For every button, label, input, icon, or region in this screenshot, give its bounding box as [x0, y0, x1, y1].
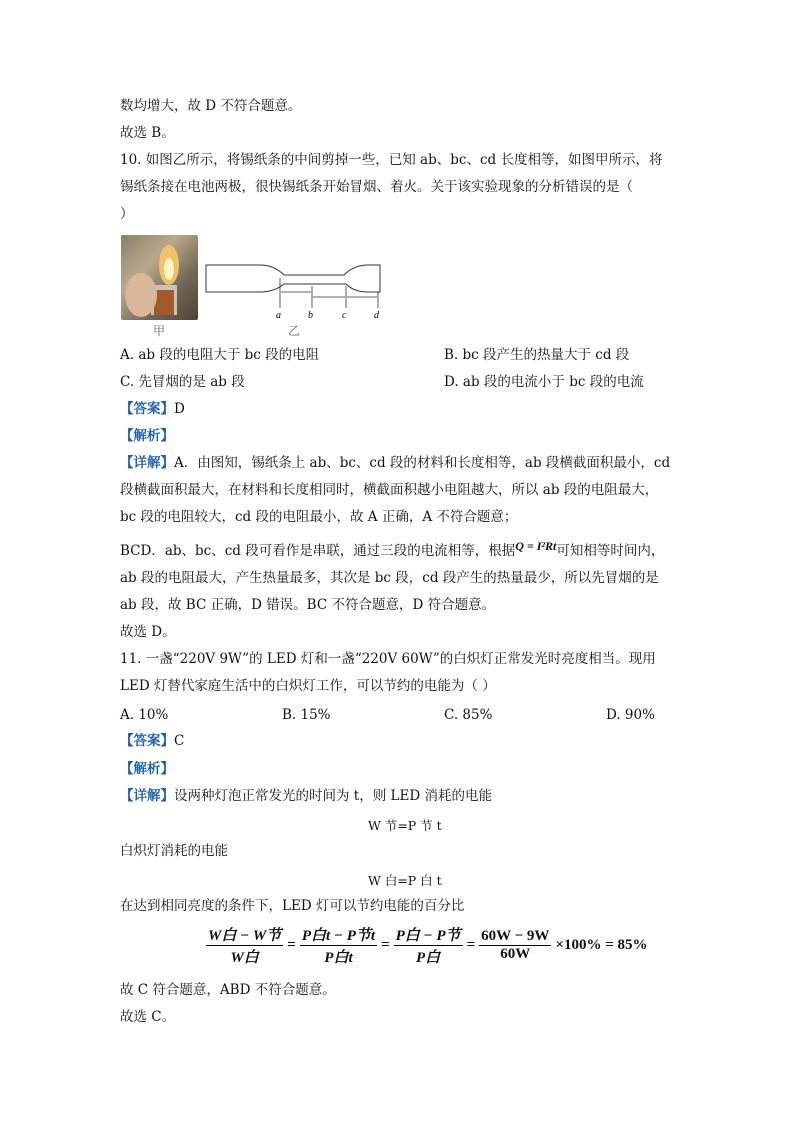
- detail-text: A．由图知，锡纸条上 ab、bc、cd 段的材料和长度相等，ab 段横截面积最小，cd: [174, 455, 671, 471]
- detail-line: 白炽灯消耗的电能: [120, 843, 228, 859]
- fraction-2: $\frac{\text{P白t − P节t}}{\text{P白t}}$: [300, 924, 377, 967]
- analysis-tag: 【解析】: [120, 761, 174, 777]
- text-line: 数均增大，故 D 不符合题意。: [120, 98, 302, 114]
- option-a: A. ab 段的电阻大于 bc 段的电阻: [120, 347, 320, 363]
- detail-tag: 【详解】: [120, 455, 174, 471]
- question-10-line: 锡纸条接在电池两极，很快锡纸条开始冒烟、着火。关于该实验现象的分析错误的是（: [120, 179, 633, 195]
- detail-text: 可知相等时间内，: [556, 543, 665, 559]
- analysis-tag: 【解析】: [120, 428, 174, 444]
- option-d: D. ab 段的电流小于 bc 段的电流: [444, 374, 644, 390]
- answer-value: C: [174, 733, 185, 749]
- detail-text: 设两种灯泡正常发光的时间为 t，则 LED 消耗的电能: [174, 788, 492, 804]
- text-line: 故选 D。: [120, 624, 176, 640]
- detail-line: 在达到相同亮度的条件下，LED 灯可以节约电能的百分比: [120, 898, 465, 914]
- fraction-3: $\frac{\text{P白 − P节}}{\text{P白}}$: [394, 924, 463, 967]
- photo-battery-tinfoil: [121, 235, 198, 320]
- text-line: 故选 C。: [120, 1009, 176, 1025]
- question-10-line: 10. 如图乙所示，将锡纸条的中间剪掉一些，已知 ab、bc、cd 长度相等，如图甲所示，将: [120, 152, 663, 168]
- equation-led: W 节=P 节 t: [368, 818, 442, 833]
- question-11-line: 11. 一盏“220V 9W”的 LED 灯和一盏“220V 60W”的白炽灯正常发光时亮度相当。现用: [120, 651, 656, 667]
- text-line: 故 C 符合题意，ABD 不符合题意。: [120, 982, 336, 998]
- question-11-line: LED 灯替代家庭生活中的白炽灯工作，可以节约的电能为（ ）: [120, 678, 496, 694]
- answer-10: [120, 399, 185, 419]
- equation-incandescent: W 白=P 白 t: [368, 873, 442, 888]
- point-label-b: b: [308, 310, 313, 321]
- figure-label-yi: 乙: [288, 324, 301, 338]
- point-label-c: c: [342, 310, 347, 321]
- detail-line: [120, 786, 492, 806]
- detail-text: BCD．ab、bc、cd 段可看作是串联，通过三段的电流相等，根据: [120, 543, 516, 559]
- fraction-1: $\frac{\text{W白 − W节}}{\text{W白}}$: [206, 924, 283, 967]
- flame-icon: [121, 235, 198, 320]
- detail-line: 段横截面积最大，在材料和长度相同时，横截面积越小电阻越大，所以 ab 段的电阻最大，: [120, 482, 659, 498]
- point-label-d: d: [374, 310, 379, 321]
- detail-line: [120, 453, 670, 473]
- option-a: A. 10%: [120, 707, 169, 723]
- inline-formula: Q = I²Rt: [515, 539, 557, 553]
- detail-line: [120, 541, 664, 561]
- option-c: C. 85%: [444, 707, 493, 723]
- option-d: D. 90%: [606, 707, 655, 723]
- question-10-line: ）: [120, 206, 134, 222]
- detail-tag: 【详解】: [120, 788, 174, 804]
- option-b: B. bc 段产生的热量大于 cd 段: [444, 347, 630, 363]
- detail-line: bc 段的电阻较大，cd 段的电阻最小，故 A 正确，A 不符合题意；: [120, 509, 518, 525]
- savings-formula: $\frac{\text{W白 − W节}}{\text{W白}}$ = $\frac{\text{P白t − P节t}}{\text{P白t}}$ = $\frac{\text{P白 − P节}}{\text{P白}}$ = $\frac{60W - 9W}{60W}$ ×100% = 85%: [206, 924, 652, 967]
- answer-tag: 【答案】: [120, 401, 174, 417]
- answer-tag: 【答案】: [120, 733, 174, 749]
- answer-11: [120, 731, 184, 751]
- figure-label-jia: 甲: [153, 324, 166, 338]
- point-label-a: a: [276, 310, 281, 321]
- detail-line: ab 段，故 BC 正确，D 错误。BC 不符合题意，D 符合题意。: [120, 597, 496, 613]
- detail-line: ab 段的电阻最大，产生热量最多，其次是 bc 段，cd 段产生的热量最少，所以先冒烟的是: [120, 570, 659, 586]
- option-b: B. 15%: [282, 707, 331, 723]
- text-line: 故选 B。: [120, 125, 175, 141]
- option-c: C. 先冒烟的是 ab 段: [120, 374, 245, 390]
- tin-strip-outline: [206, 265, 380, 292]
- answer-value: D: [174, 401, 185, 417]
- tin-strip-diagram: [204, 260, 384, 330]
- formula-result: ×100% = 85%: [555, 937, 648, 953]
- fraction-4: $\frac{60W - 9W}{60W}$: [481, 928, 550, 962]
